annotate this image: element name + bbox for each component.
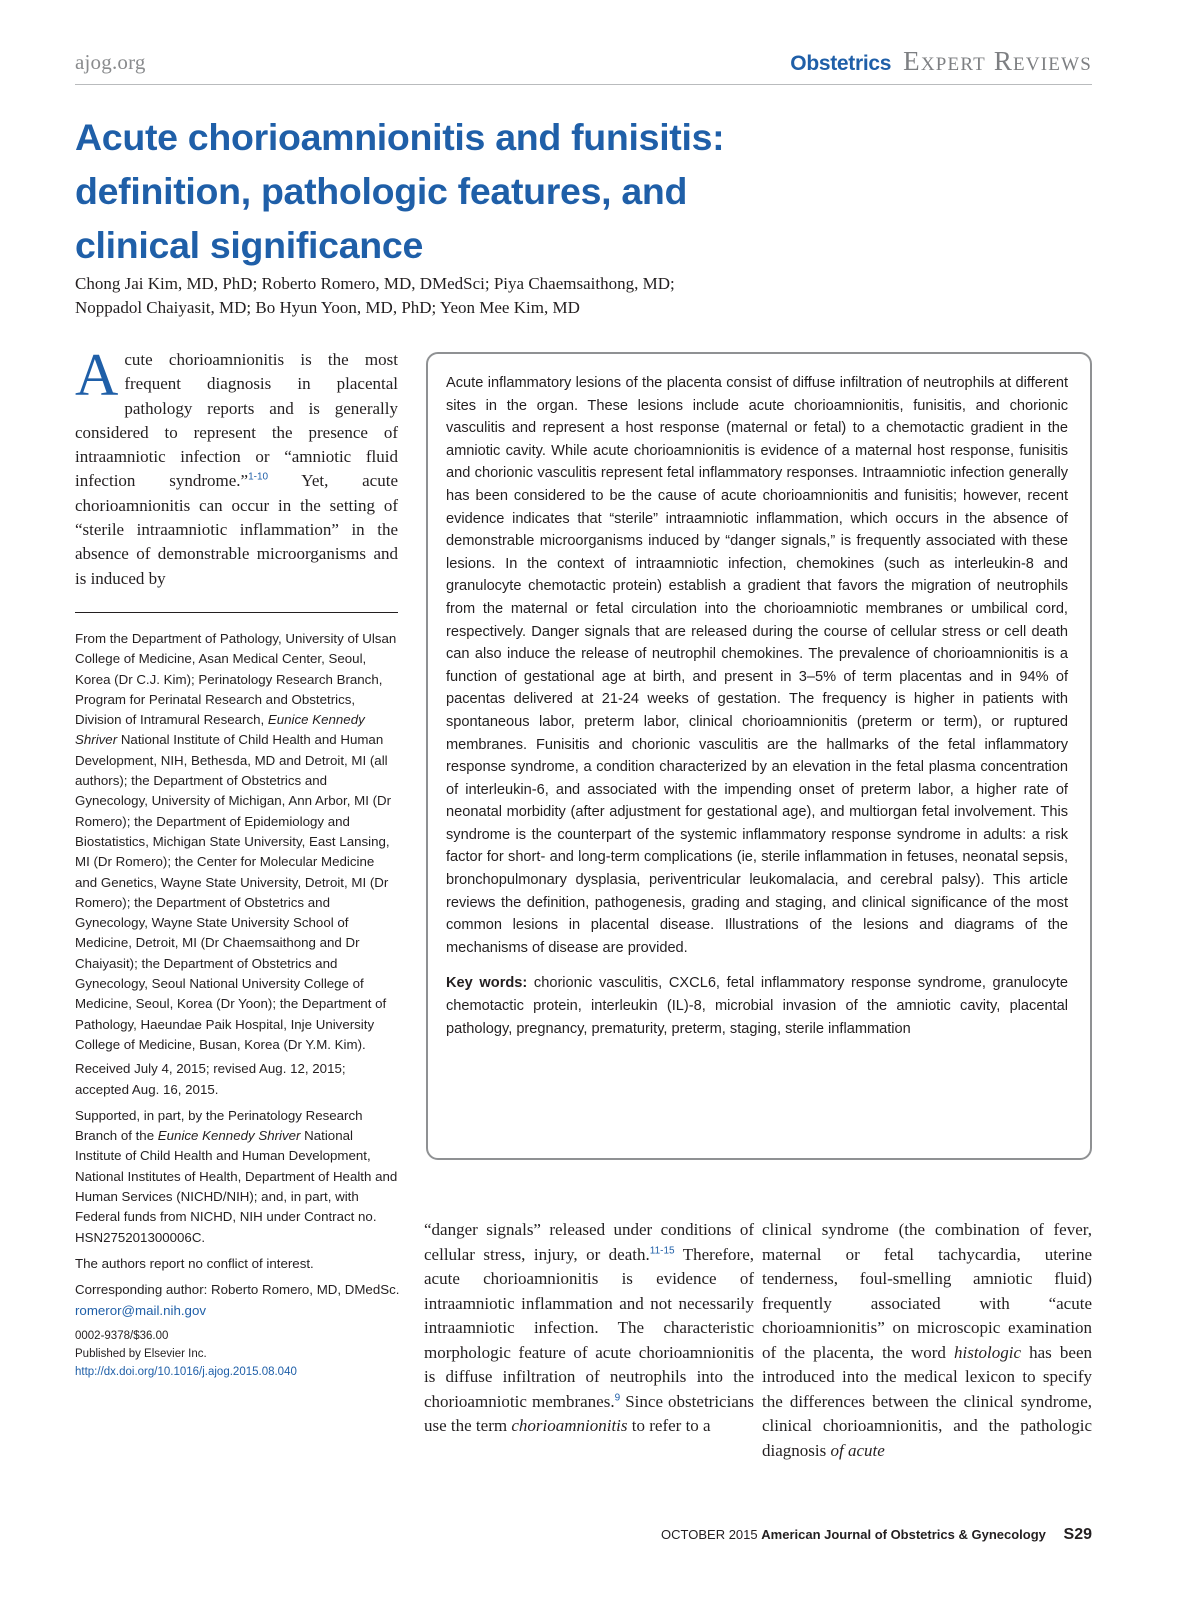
email-link[interactable]: romeror@mail.nih.gov	[75, 1302, 206, 1318]
citation-ref[interactable]: 11-15	[649, 1244, 675, 1256]
category-label: Expert Reviews	[903, 46, 1092, 76]
body-column-2	[424, 1218, 754, 1439]
title-line: Acute chorioamnionitis and funisitis:	[75, 116, 725, 158]
title-line: clinical significance	[75, 224, 424, 266]
abstract-text: Acute inflammatory lesions of the placenta consist of diffuse infiltration of neutrophils at different sites in the organ. These lesions include acute chorioamnionitis, funisitis, and chorionic vasculitis and represent a host response (maternal or fetal) to a chemotactic gradient in the amniotic cavity. While acute chorioamnionitis is evidence of a maternal host response, funisitis and chorionic vasculitis represent fetal inflammatory responses. Intraamniotic infection generally has been considered to be the cause of acute chorioamnionitis and funisitis; however, recent evidence indicates that “sterile” intraamniotic inflammation, which occurs in the absence of demonstrable microorganisms induced by “danger signals,” is frequently associated with these lesions. In the context of intraamniotic infection, chemokines (such as interleukin-8 and granulocyte chemotactic protein) establish a gradient that favors the migration of neutrophils from the maternal or fetal circulation into the chorioamniotic membranes or umbilical cord, respectively. Danger signals that are released during the course of cellular stress or cell death can also induce the release of neutrophil chemokines. The prevalence of chorioamnionitis is a function of gestational age at birth, and present in 3–5% of term placentas and in 94% of pacentas delivered at 21-24 weeks of gestation. The frequency is higher in patients with spontaneous labor, preterm labor, clinical chorioamnionitis (preterm or term), or ruptured membranes. Funisitis and chorionic vasculitis are the hallmarks of the fetal inflammatory response syndrome, a condition characterized by an elevation in the fetal plasma concentration of interleukin-6, and associated with the impending onset of preterm labor, a higher rate of neonatal morbidity (after adjustment for gestational age), and multiorgan fetal involvement. This syndrome is the counterpart of the systemic inflammatory response syndrome in adults: a risk factor for short- and long-term complications (ie, sterile inflammation in fetuses, neonatal sepsis, bronchopulmonary dysplasia, periventricular leukomalacia, and cerebral palsy). This article reviews the definition, pathogenesis, grading and staging, and clinical significance of the most common lesions in placental disease. Illustrations of the lesions and diagrams of the mechanisms of disease are provided.	[446, 375, 1068, 956]
page-footer	[661, 1526, 1092, 1544]
issn: 0002-9378/$36.00	[75, 1329, 169, 1342]
title-line: definition, pathologic features, and	[75, 170, 688, 212]
journal-site: ajog.org	[75, 50, 146, 74]
intro-text: cute chorioamnionitis is the most frequent diagnosis in placental pathology reports and is generally considered to represent the presence of intraamniotic infection or “amniotic fluid infection syndrome.”	[75, 350, 398, 491]
body-text: clinical syndrome (the combination of fever, maternal or fetal tachycardia, uterine tenderness, foul-smelling amniotic fluid) frequently associated with “acute chorioamnionitis” on microscopic examination of the placenta, the word	[762, 1220, 1092, 1362]
keywords	[446, 972, 1068, 1040]
body-text: has been introduced into the medical lexicon to specify the differences between the clinical syndrome, clinical chorioamnionitis, and the pathologic diagnosis	[762, 1342, 1092, 1460]
funding-text-cont: National Institute of Child Health and Human Development, National Institutes of Health, Department of Health and Human Services (NICHD/NIH); and, in part, with Federal funds from NICHD, NIH under Contract no. HSN275201300006C.	[75, 1128, 398, 1245]
body-text: Therefore, acute chorioamnionitis is evidence of intraamniotic inflammation and not necessarily intraamniotic infection. The characteristic morphologic feature of acute chorioamnionitis is diffuse infiltration of neutrophils into the chorioamniotic membranes.	[424, 1244, 754, 1411]
received-dates: Received July 4, 2015; revised Aug. 12, 2015; accepted Aug. 16, 2015.	[75, 1061, 346, 1097]
section-heading	[790, 46, 1092, 77]
citation-ref[interactable]: 1-10	[248, 471, 269, 483]
funding	[75, 1106, 400, 1248]
drop-cap: A	[75, 342, 119, 408]
body-column-3	[762, 1218, 1092, 1463]
body-emphasis: chorioamnionitis	[511, 1416, 628, 1435]
citation-ref[interactable]: 9	[614, 1391, 621, 1403]
affiliation-text: From the Department of Pathology, University of Ulsan College of Medicine, Asan Medical Center, Seoul, Korea (Dr C.J. Kim); Perinatology Research Branch, Program for Perinatal Research and Obstetrics, Division of Intramural Research,	[75, 631, 397, 728]
journal-name: American Journal of Obstetrics & Gynecology	[761, 1527, 1046, 1542]
author-line: Chong Jai Kim, MD, PhD; Roberto Romero, MD, DMedSci; Piya Chaemsaithong, MD;	[75, 274, 675, 293]
funding-text: Supported, in part, by the Perinatology Research Branch of the	[75, 1107, 363, 1144]
footnotes	[75, 629, 400, 1381]
intro-paragraph	[75, 342, 398, 591]
article-title	[75, 110, 835, 272]
publisher: Published by Elsevier Inc.	[75, 1347, 207, 1360]
conflict-statement: The authors report no conflict of interest.	[75, 1255, 314, 1271]
intro-text-cont: Yet, acute chorioamnionitis can occur in the setting of “sterile intraamniotic inflammation” in the absence of demonstrable microorganisms and is induced by	[75, 471, 398, 588]
section-label: Obstetrics	[790, 52, 892, 75]
header-rule	[75, 84, 1092, 85]
corresponding-author	[75, 1280, 400, 1321]
funding-emphasis: Eunice Kennedy Shriver	[157, 1128, 301, 1144]
doi-link[interactable]: http://dx.doi.org/10.1016/j.ajog.2015.08.040	[75, 1365, 297, 1378]
page-number: S29	[1063, 1526, 1092, 1543]
corresponding-text: Corresponding author: Roberto Romero, MD, DMedSc.	[75, 1282, 400, 1298]
affiliation-emphasis: Eunice Kennedy Shriver	[75, 712, 365, 748]
footnote-separator	[75, 612, 398, 613]
author-list	[75, 272, 1095, 320]
body-emphasis: of acute	[830, 1440, 885, 1460]
issue-date: OCTOBER 2015	[661, 1527, 758, 1542]
body-text: “danger signals” released under conditions of cellular stress, injury, or death.	[424, 1220, 754, 1264]
keywords-list: chorionic vasculitis, CXCL6, fetal inflammatory response syndrome, granulocyte chemotactic protein, interleukin (IL)-8, microbial invasion of the amniotic cavity, placental pathology, pregnancy, prematurity, preterm, staging, sterile inflammation	[446, 975, 1068, 1037]
body-emphasis: histologic	[953, 1342, 1022, 1362]
abstract-box	[426, 352, 1092, 1160]
affiliation-text-cont: National Institute of Child Health and Human Development, NIH, Bethesda, MD and Detroit, MI (all authors); the Department of Obstetrics and Gynecology, University of Michigan, Ann Arbor, MI (Dr Romero); the Department of Epidemiology and Biostatistics, Michigan State University, East Lansing, MI (Dr Romero); the Center for Molecular Medicine and Genetics, Wayne State University, Detroit, MI (Dr Romero); the Department of Obstetrics and Gynecology, Wayne State University School of Medicine, Detroit, MI (Dr Chaemsaithong and Dr Chaiyasit); the Department of Obstetrics and Gynecology, Seoul National University College of Medicine, Seoul, Korea (Dr Yoon); the Department of Pathology, Haeundae Paik Hospital, Inje University College of Medicine, Busan, Korea (Dr Y.M. Kim).	[75, 732, 392, 1052]
body-text: to refer to a	[627, 1416, 711, 1435]
body-text: Since obstetricians use the term	[424, 1391, 754, 1435]
affiliations	[75, 629, 400, 1055]
author-line: Noppadol Chaiyasit, MD; Bo Hyun Yoon, MD, PhD; Yeon Mee Kim, MD	[75, 298, 580, 317]
keywords-label: Key words:	[446, 975, 528, 992]
